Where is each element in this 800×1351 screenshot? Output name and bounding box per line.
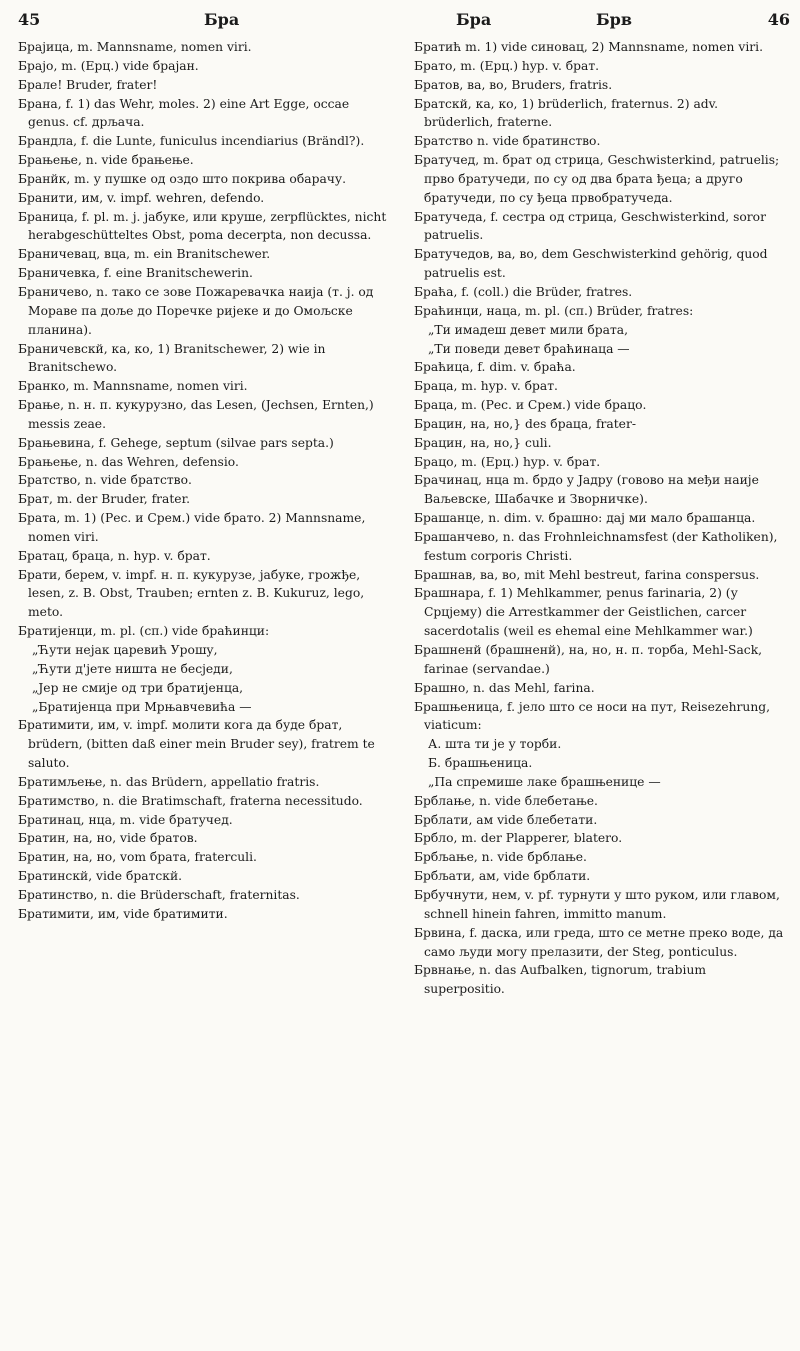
dictionary-entry: „Ћути нејак царевић Урошу, <box>32 643 218 657</box>
dictionary-entry: Брата, m. 1) (Рес. и Срем.) vide брато. 2) Mannsname, nomen viri. <box>18 511 370 544</box>
dictionary-entry: Братучеда, f. сестра од стрица, Geschwisterkind, soror patruelis. <box>414 209 770 243</box>
dictionary-entry: Братство n. vide братинство. <box>414 134 601 149</box>
dictionary-entry: Браћинци, наца, m. pl. (сп.) Brüder, fratres: <box>414 303 694 318</box>
dictionary-entry: Братимити, им, v. impf. молити кога да буде брат, brüdern, (bitten daß einer mein Bruder sey), fratrem te saluto. <box>18 718 379 771</box>
dictionary-entry: Брана, f. 1) das Wehr, moles. 2) eine Art Egge, occae genus. cf. дрљача. <box>18 96 354 130</box>
dictionary-entry: Брбљати, ам, vide брблати. <box>414 869 591 884</box>
dictionary-entry: Брањење, n. vide брањење. <box>18 153 194 168</box>
dictionary-entry: Брацин, на, но,} des браца, frater- <box>414 416 636 431</box>
dictionary-entry: Брањење, n. das Wehren, defensio. <box>18 454 239 469</box>
dictionary-entry: „Па спремише лаке брашњенице — <box>428 774 661 789</box>
dictionary-entry: Брашњеница, f. јело што се носи на пут, Reisezehrung, viaticum: <box>414 699 774 733</box>
dictionary-entry: Братучед, m. брат од стрица, Geschwisterkind, patruelis; прво братучеди, по су од два брата ђеца; а друго братучеди, по су ђеца првобратучеда. <box>414 153 784 205</box>
dictionary-entry: Брбучнути, нем, v. pf. турнути у што руком, или главом, schnell hinein fahren, immitto manum. <box>414 887 784 921</box>
dictionary-entry: Братинскй, vide братскй. <box>18 869 183 884</box>
left-column <box>18 38 394 999</box>
dictionary-entry: Браничевац, вца, m. ein Branitschewer. <box>18 247 271 262</box>
dictionary-entry: Брајо, m. (Ерц.) vide брајан. <box>18 58 199 73</box>
dictionary-entry: Брањевина, f. Gehege, septum (silvae pars septa.) <box>18 435 334 450</box>
dictionary-entry: Братић m. 1) vide синовац, 2) Mannsname, nomen viri. <box>414 40 763 54</box>
dictionary-entry: Братијенци, m. pl. (сп.) vide браћинци: <box>18 624 270 639</box>
running-head-left: Бра <box>204 10 240 29</box>
dictionary-entry: Братац, браца, n. hyp. v. брат. <box>18 548 211 563</box>
dictionary-entry: Братство, n. vide братство. <box>18 473 192 488</box>
dictionary-entry: Брале! Bruder, frater! <box>18 77 158 92</box>
running-head-right: Брв <box>596 10 632 29</box>
dictionary-entry: „Јер не смије од три братијенца, <box>32 680 244 695</box>
dictionary-entry: Бранити, им, v. impf. wehren, defendo. <box>18 190 265 205</box>
page-header <box>18 4 790 36</box>
dictionary-entry: Братскй, ка, ко, 1) brüderlich, fraternus. 2) adv. brüderlich, fraterne. <box>414 96 722 130</box>
dictionary-entry: Брати, берем, v. impf. н. п. кукурузе, јабуке, грожђе, lesen, z. B. Obst, Trauben; ernten z. B. Kukuruz, lego, meto. <box>18 567 369 620</box>
dictionary-entry: „Ти поведи девет браћинаца — <box>428 341 630 356</box>
dictionary-entry: Б. брашњеница. <box>428 756 533 771</box>
dictionary-entry: Браничевка, f. eine Branitschewerin. <box>18 266 253 281</box>
columns <box>18 38 790 999</box>
dictionary-entry: Брајица, m. Mannsname, nomen viri. <box>18 40 252 54</box>
dictionary-entry: „Братијенца при Мрњавчевића — <box>32 699 252 714</box>
dictionary-entry: Братинство, n. die Brüderschaft, fraternitas. <box>18 887 300 902</box>
dictionary-entry: А. шта ти је у торби. <box>428 737 562 752</box>
dictionary-entry: Брашанце, n. dim. v. брашно: дај ми мало брашанца. <box>414 511 756 526</box>
dictionary-entry: „Ти имадеш девет мили брата, <box>428 322 629 337</box>
dictionary-entry: Браница, f. pl. m. j. јабуке, или круше, zerpflücktes, nicht herabgeschütteltes Obst, poma decerpta, non decussa. <box>18 209 391 243</box>
dictionary-entry: Браца, m. hyp. v. брат. <box>414 379 558 394</box>
dictionary-entry: Брблање, n. vide блебетање. <box>414 793 598 808</box>
dictionary-entry: Брбљање, n. vide брблање. <box>414 850 587 865</box>
dictionary-entry: Браничево, n. тако се зове Пожаревачка наија (т. ј. од Мораве па доље до Поречке ријеке и до Омољске планина). <box>18 284 378 337</box>
dictionary-entry: Браца, m. (Рес. и Срем.) vide брацо. <box>414 398 647 413</box>
dictionary-entry: Брандла, f. die Lunte, funiculus incendiarius (Brändl?). <box>18 134 365 149</box>
dictionary-entry: Брачинац, нца m. брдо у Јадру (говово на међи наије Ваљевске, Шабачке и Зворничке). <box>414 473 763 507</box>
running-head-middle: Бра <box>456 10 492 29</box>
dictionary-entry: Братимљење, n. das Brüdern, appellatio fratris. <box>18 774 320 789</box>
dictionary-entry: Брацин, на, но,} culi. <box>414 435 552 450</box>
dictionary-entry: Бранйк, m. у пушке од оздо што покрива обарачу. <box>18 171 347 186</box>
dictionary-entry: „Ћути д'јете ништа не бесједи, <box>32 661 233 676</box>
dictionary-entry: Брацо, m. (Ерц.) hyp. v. брат. <box>414 454 601 469</box>
dictionary-entry: Брашно, n. das Mehl, farina. <box>414 680 595 695</box>
dictionary-entry: Браничевскй, ка, ко, 1) Branitschewer, 2) wie in Branitschewo. <box>18 341 330 375</box>
dictionary-entry: Браћа, f. (coll.) die Brüder, fratres. <box>414 284 633 299</box>
dictionary-entry: Братимство, n. die Bratimschaft, fraterna necessitudo. <box>18 793 363 808</box>
dictionary-entry: Брашнара, f. 1) Mehlkammer, penus farinaria, 2) (у Срцјему) die Arrestkammer der Geistlichen, carcer sacerdotalis (weil es ehemal eine Mehlkammer war.) <box>414 586 753 639</box>
dictionary-entry: Братучедов, ва, во, dem Geschwisterkind gehörig, quod patruelis est. <box>414 247 772 281</box>
dictionary-entry: Братинац, нца, m. vide братучед. <box>18 812 233 827</box>
dictionary-entry: Братин, на, но, vom брата, fraterculi. <box>18 850 257 865</box>
dictionary-entry: Брат, m. der Bruder, frater. <box>18 492 191 507</box>
dictionary-entry: Брвнање, n. das Aufbalken, tignorum, trabium superpositio. <box>414 963 710 997</box>
dictionary-entry: Братов, ва, во, Bruders, fratris. <box>414 77 613 92</box>
dictionary-entry: Братимити, им, vide братимити. <box>18 906 228 921</box>
right-column <box>414 38 790 999</box>
dictionary-entry: Брбло, m. der Plapperer, blatero. <box>414 831 623 846</box>
dictionary-entry: Брашненй (брашненй), на, но, н. п. торба, Mehl-Sack, farinae (servandae.) <box>414 643 766 676</box>
page-number-left: 45 <box>18 10 41 29</box>
dictionary-entry: Брање, n. н. п. кукурузно, das Lesen, (Jechsen, Ernten,) messis zeae. <box>18 398 378 431</box>
dictionary-entry: Брашанчево, n. das Frohnleichnamsfest (der Katholiken), festum corporis Christi. <box>414 529 782 563</box>
dictionary-entry: Брашнав, ва, во, mit Mehl bestreut, farina conspersus. <box>414 567 760 582</box>
dictionary-entry: Братин, на, но, vide братов. <box>18 831 198 846</box>
dictionary-entry: Брвина, f. даска, или греда, што се метне преко воде, да само људи могу прелазити, der Steg, ponticulus. <box>414 925 788 959</box>
dictionary-entry: Браћица, f. dim. v. браћа. <box>414 360 576 375</box>
page-number-right: 46 <box>767 10 790 29</box>
dictionary-entry: Бранко, m. Mannsname, nomen viri. <box>18 379 248 394</box>
dictionary-entry: Брблати, ам vide блебетати. <box>414 812 598 827</box>
dictionary-entry: Брато, m. (Ерц.) hyp. v. брат. <box>414 58 600 73</box>
